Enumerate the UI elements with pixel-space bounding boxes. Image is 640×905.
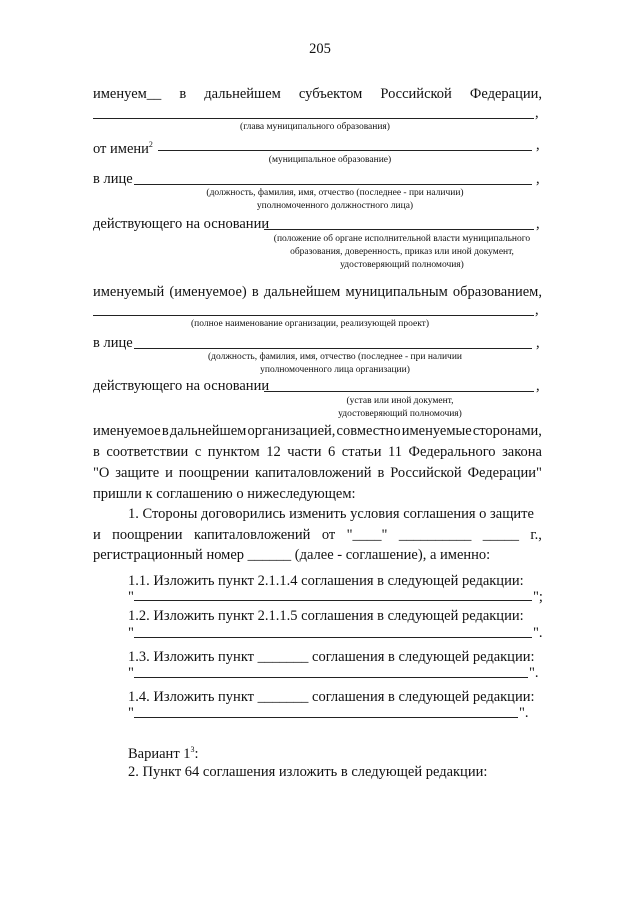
close-quote: ". bbox=[519, 705, 529, 721]
note-basis-2: образования, доверенность, приказ или иной документ, bbox=[290, 247, 514, 257]
paragraph-line2: в соответствии с пунктом 12 части 6 статьи 11 Федерального закона bbox=[93, 444, 542, 460]
note-org-person-2: уполномоченного лица организации) bbox=[260, 365, 410, 375]
paragraph-line4: пришли к соглашению о нижеследующем: bbox=[93, 486, 356, 502]
note-municipality: (муниципальное образование) bbox=[268, 155, 392, 165]
note-org-basis-2: удостоверяющий полномочия) bbox=[338, 409, 462, 419]
note-head-of-municipality: (глава муниципального образования) bbox=[240, 122, 390, 132]
fill-line-municipality[interactable] bbox=[158, 150, 532, 151]
open-quote: " bbox=[128, 705, 134, 721]
fill-line-subitem-1-3[interactable] bbox=[134, 677, 528, 678]
note-official-2: уполномоченного должностного лица) bbox=[256, 201, 414, 211]
comma: , bbox=[536, 335, 540, 351]
page-number: 205 bbox=[309, 41, 331, 57]
note-official-1: (должность, фамилия, имя, отчество (последнее - при наличии) bbox=[206, 188, 464, 198]
label-deistvuyushchego: действующего на основании bbox=[93, 216, 270, 232]
fill-line-org-basis[interactable] bbox=[264, 391, 534, 392]
item1-line3: регистрационный номер ______ (далее - соглашение), а именно: bbox=[93, 547, 491, 563]
comma: , bbox=[536, 137, 540, 153]
label-ot-imeni: от имени$^2$ bbox=[93, 140, 153, 157]
comma: , bbox=[535, 302, 539, 318]
subitem-1-1: 1.1. Изложить пункт 2.1.1.4 соглашения в следующей редакции: bbox=[128, 573, 524, 589]
open-quote: " bbox=[128, 665, 134, 681]
note-basis-3: удостоверяющий полномочия) bbox=[340, 260, 464, 270]
paragraph-line1: именуемое в дальнейшем организацией, совместно именуемые сторонами, bbox=[93, 423, 542, 439]
item1-line2: и поощрении капиталовложений от "____" __________ _____ г., bbox=[93, 527, 542, 543]
fill-line-subitem-1-1[interactable] bbox=[134, 600, 532, 601]
subitem-1-4: 1.4. Изложить пункт _______ соглашения в следующей редакции: bbox=[128, 689, 535, 705]
comma: , bbox=[536, 216, 540, 232]
variant-label: Вариант $1^3$: bbox=[128, 745, 199, 762]
open-quote: " bbox=[128, 589, 134, 605]
fill-line-organization[interactable] bbox=[93, 315, 534, 316]
fill-line-subject[interactable] bbox=[93, 118, 534, 119]
label-deistvuyushchego: действующего на основании bbox=[93, 378, 270, 394]
fill-line-subitem-1-4[interactable] bbox=[134, 717, 518, 718]
fill-line-basis[interactable] bbox=[264, 229, 534, 230]
note-org-basis-1: (устав или иной документ, bbox=[346, 396, 454, 406]
comma: , bbox=[536, 171, 540, 187]
block1-line1: именуем__ в дальнейшем субъектом Российской Федерации, bbox=[93, 86, 542, 102]
close-quote: "; bbox=[533, 589, 543, 605]
close-quote: ". bbox=[533, 625, 543, 641]
subitem-1-3: 1.3. Изложить пункт _______ соглашения в следующей редакции: bbox=[128, 649, 535, 665]
item1-line1: 1. Стороны договорились изменить условия соглашения о защите bbox=[128, 506, 534, 522]
open-quote: " bbox=[128, 625, 134, 641]
note-org-person-1: (должность, фамилия, имя, отчество (последнее - при наличии bbox=[208, 352, 462, 362]
note-organization: (полное наименование организации, реализующей проект) bbox=[190, 319, 429, 329]
comma: , bbox=[536, 378, 540, 394]
fill-line-subitem-1-2[interactable] bbox=[134, 637, 532, 638]
close-quote: ". bbox=[529, 665, 539, 681]
block2-line1: именуемый (именуемое) в дальнейшем муниципальным образованием, bbox=[93, 284, 542, 300]
comma: , bbox=[535, 105, 539, 121]
fill-line-org-person[interactable] bbox=[134, 348, 532, 349]
label-v-litse: в лице bbox=[93, 335, 133, 351]
paragraph-line3: "О защите и поощрении капиталовложений в Российской Федерации" bbox=[93, 465, 542, 481]
subitem-1-2: 1.2. Изложить пункт 2.1.1.5 соглашения в следующей редакции: bbox=[128, 608, 524, 624]
fill-line-official[interactable] bbox=[134, 184, 532, 185]
label-v-litse: в лице bbox=[93, 171, 133, 187]
item2-line: 2. Пункт 64 соглашения изложить в следующей редакции: bbox=[128, 764, 488, 780]
note-basis-1: (положение об органе исполнительной власти муниципального bbox=[273, 234, 531, 244]
